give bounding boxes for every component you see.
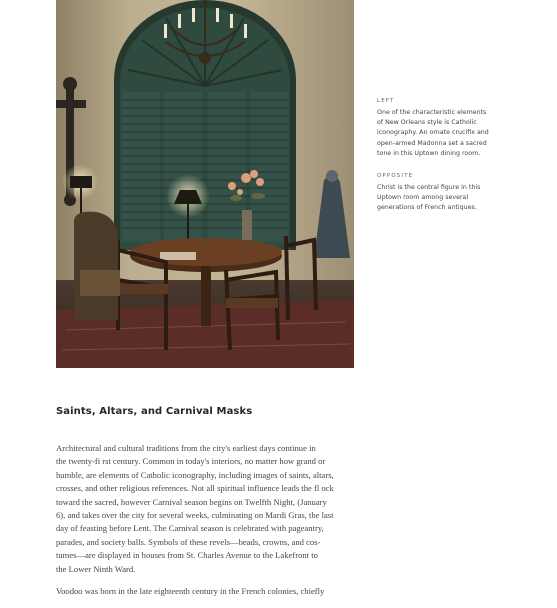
- photo-captions: [377, 98, 495, 228]
- caption-left-label: LEFT: [377, 98, 395, 104]
- paragraph-1: Architectural and cultural traditions from the city's earliest days continue in the twenty-fi rst century. Common in today's interiors, no matter how grand or humble, are elements of Catholic iconography, including images of saints, altars, crosses, and other religious references. Not all spiritual influence leads the fl ock toward the sacred, however Carnival season begins on Twelfth Night, (January 6), and takes over the city for several weeks, culminating on Mardi Gras, the last day of feasting before Lent. The Carnival season is celebrated with pageantry, parades, and society balls. Symbols of these revels—beads, crowns, and cos- tumes—are displayed in houses from St. Charles Avenue to the Lakefront to the Lower Ninth Ward.: [56, 443, 334, 574]
- body-text: [56, 442, 366, 598]
- paragraph-2: Voodoo was born in the late eighteenth century in the French colonies, chiefly: [56, 586, 325, 597]
- caption-opposite-label: OPPOSITE: [377, 173, 414, 180]
- dining-room-photo: [56, 0, 354, 368]
- section-heading: Saints, Altars, and Carnival Masks: [56, 406, 253, 417]
- caption-opposite-text: Christ is the central figure in this Uptown room among several generations of French antiques.: [377, 184, 481, 212]
- caption-left-text: One of the characteristic elements of New Orleans style is Catholic iconography. An ornate crucifix and open-armed Madonna set a sacred tone in this Uptown dining room.: [377, 109, 489, 157]
